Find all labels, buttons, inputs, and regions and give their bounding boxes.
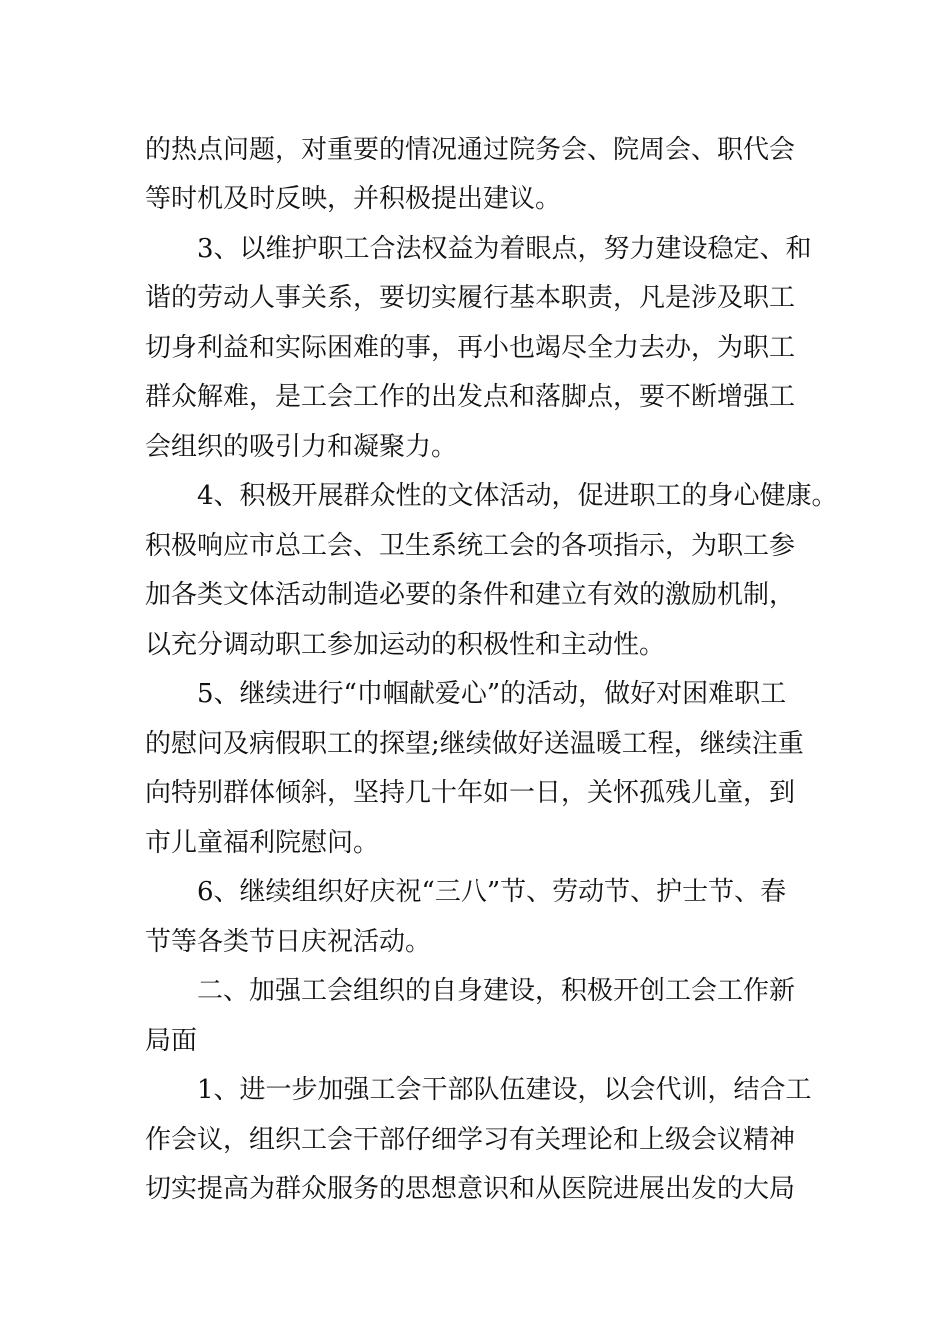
text-line: 节等各类节日庆祝活动。 — [145, 927, 432, 957]
paragraph-start-line: 1、进一步加强工会干部队伍建设，以会代训，结合工 — [197, 1075, 812, 1105]
text-line: 的慰问及病假职工的探望;继续做好送温暖工程，继续注重 — [145, 729, 804, 759]
text-line: 积极响应市总工会、卫生系统工会的各项指示，为职工参 — [145, 531, 796, 561]
text-line: 加各类文体活动制造必要的条件和建立有效的激励机制， — [145, 580, 796, 610]
text-line: 向特别群体倾斜，坚持几十年如一日，关怀孤残儿童，到 — [145, 778, 796, 808]
text-line: 以充分调动职工参加运动的积极性和主动性。 — [145, 630, 666, 660]
text-line: 切身利益和实际困难的事，再小也竭尽全力去办，为职工 — [145, 333, 796, 363]
text-line: 作会议，组织工会干部仔细学习有关理论和上级会议精神 — [145, 1125, 796, 1155]
paragraph-start-line: 6、继续组织好庆祝“三八”节、劳动节、护士节、春 — [197, 877, 787, 907]
text-line: 群众解难，是工会工作的出发点和落脚点，要不断增强工 — [145, 382, 796, 412]
text-line: 会组织的吸引力和凝聚力。 — [145, 432, 458, 462]
paragraph-start-line: 4、积极开展群众性的文体活动，促进职工的身心健康。 — [197, 481, 838, 511]
text-line: 市儿童福利院慰问。 — [145, 828, 380, 858]
section-heading-line: 局面 — [145, 1026, 198, 1056]
paragraph-start-line: 5、继续进行“巾帼献爱心”的活动，做好对困难职工 — [197, 679, 787, 709]
text-line: 的热点问题，对重要的情况通过院务会、院周会、职代会 — [145, 135, 796, 165]
paragraph-start-line: 3、以维护职工合法权益为着眼点，努力建设稳定、和 — [197, 234, 812, 264]
section-heading-line: 二、加强工会组织的自身建设，积极开创工会工作新 — [197, 976, 796, 1006]
text-line: 切实提高为群众服务的思想意识和从医院进展出发的大局 — [145, 1174, 796, 1204]
text-line: 谐的劳动人事关系，要切实履行基本职责，凡是涉及职工 — [145, 283, 796, 313]
text-line: 等时机及时反映，并积极提出建议。 — [145, 184, 562, 214]
